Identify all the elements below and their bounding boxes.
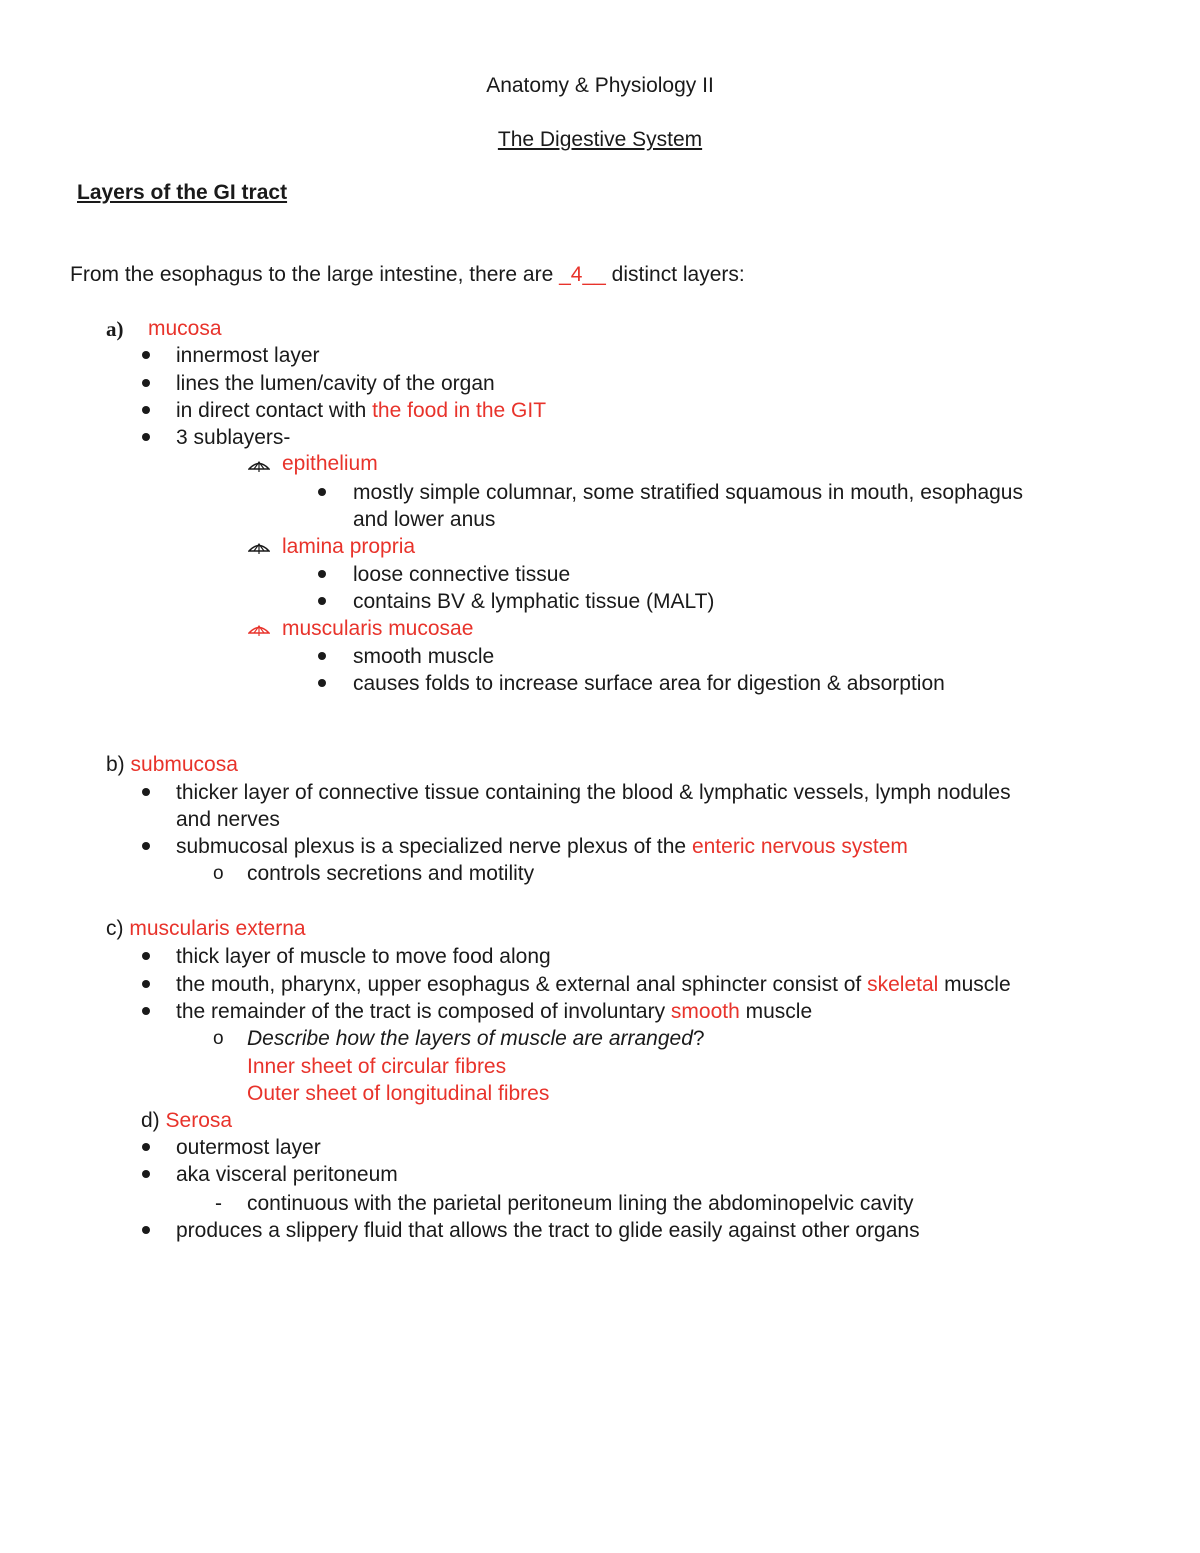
topic-title-wrap	[0, 127, 1200, 153]
submucosa-line	[106, 752, 238, 778]
submucosa-point-2-text: submucosal plexus is a specialized nerve plexus of the	[176, 835, 692, 858]
bullet-icon	[142, 788, 150, 796]
bullet-icon	[318, 570, 326, 578]
intro-text-before: From the esophagus to the large intestine, there are	[70, 263, 560, 286]
bullet-icon	[142, 842, 150, 850]
hollow-bullet-icon: o	[213, 1028, 224, 1049]
externa-line	[106, 916, 306, 942]
epithelium-heading: epithelium	[282, 452, 378, 475]
mucosa-point-3	[176, 398, 546, 424]
bullet-icon	[142, 433, 150, 441]
externa-marker: c)	[106, 917, 130, 940]
externa-heading: muscularis externa	[129, 917, 306, 940]
hollow-bullet-icon: o	[213, 863, 224, 884]
epithelium-point-1-cont: and lower anus	[353, 508, 496, 531]
submucosa-point-2-highlight: enteric nervous system	[691, 835, 908, 858]
bullet-icon	[318, 597, 326, 605]
externa-point-1: thick layer of muscle to move food along	[176, 945, 551, 968]
umbrella-icon	[248, 622, 270, 638]
bullet-icon	[142, 980, 150, 988]
submucosa-heading: submucosa	[130, 753, 238, 776]
bullet-icon	[318, 652, 326, 660]
mucosa-point-4: 3 sublayers-	[176, 426, 291, 449]
bullet-icon	[142, 406, 150, 414]
submucosa-point-1: thicker layer of connective tissue containing the blood & lymphatic vessels, lymph nodules	[176, 781, 1011, 804]
mucosa-point-1: innermost layer	[176, 344, 320, 367]
lamina-propria-heading: lamina propria	[282, 535, 416, 558]
umbrella-icon	[248, 458, 270, 474]
dash-icon: -	[215, 1192, 222, 1215]
bullet-icon	[318, 488, 326, 496]
bullet-icon	[142, 351, 150, 359]
course-title: Anatomy & Physiology II	[486, 74, 714, 97]
serosa-heading: Serosa	[165, 1109, 233, 1132]
topic-title: The Digestive System	[497, 128, 703, 151]
intro-line	[70, 262, 745, 288]
externa-answer-2: Outer sheet of longitudinal fibres	[247, 1082, 550, 1105]
bullet-icon	[142, 952, 150, 960]
submucosa-marker: b)	[106, 753, 131, 776]
bullet-icon	[142, 379, 150, 387]
externa-point-2-text: the mouth, pharynx, upper esophagus & external anal sphincter consist of	[176, 973, 868, 996]
mucosa-heading: mucosa	[148, 317, 222, 340]
mucosa-point-3-highlight: the food in the GIT	[372, 399, 547, 422]
submucosa-point-1-cont: and nerves	[176, 808, 280, 831]
muscularis-mucosae-heading: muscularis mucosae	[282, 617, 474, 640]
externa-point-2-end: muscle	[938, 973, 1011, 996]
bullet-icon	[142, 1007, 150, 1015]
lamina-point-1: loose connective tissue	[353, 563, 571, 586]
intro-text-after: distinct layers:	[605, 263, 745, 286]
serosa-point-2: aka visceral peritoneum	[176, 1163, 398, 1186]
lamina-point-2: contains BV & lymphatic tissue (MALT)	[353, 590, 715, 613]
mucosa-point-3-text: in direct contact with	[176, 399, 373, 422]
bullet-icon	[142, 1226, 150, 1234]
externa-question-mark: ?	[692, 1027, 705, 1050]
externa-point-3-highlight: smooth	[670, 1000, 740, 1023]
externa-answer-1: Inner sheet of circular fibres	[247, 1055, 507, 1078]
mucosa-point-2: lines the lumen/cavity of the organ	[176, 372, 495, 395]
bullet-icon	[142, 1143, 150, 1151]
intro-answer: _4__	[559, 263, 606, 286]
mucosa-marker: a)	[106, 317, 124, 341]
serosa-point-1: outermost layer	[176, 1136, 321, 1159]
externa-point-3-end: muscle	[739, 1000, 813, 1023]
externa-question-text: Describe how the layers of muscle are arranged	[247, 1027, 693, 1050]
serosa-subpoint: continuous with the parietal peritoneum lining the abdominopelvic cavity	[247, 1192, 914, 1215]
bullet-icon	[318, 679, 326, 687]
submucosa-subpoint: controls secretions and motility	[247, 862, 535, 885]
bullet-icon	[142, 1170, 150, 1178]
serosa-point-3: produces a slippery fluid that allows the tract to glide easily against other organs	[176, 1219, 920, 1242]
serosa-line	[141, 1108, 232, 1134]
externa-point-3-text: the remainder of the tract is composed of involuntary	[176, 1000, 671, 1023]
epithelium-point-1: mostly simple columnar, some stratified squamous in mouth, esophagus	[353, 481, 1023, 504]
section-title: Layers of the GI tract	[77, 181, 288, 204]
externa-point-2	[176, 972, 1011, 998]
externa-point-3	[176, 999, 812, 1025]
serosa-marker: d)	[141, 1109, 166, 1132]
externa-question	[247, 1026, 705, 1052]
submucosa-point-2	[176, 834, 908, 860]
externa-point-2-highlight: skeletal	[867, 973, 939, 996]
muscularis-point-2: causes folds to increase surface area for digestion & absorption	[353, 672, 945, 695]
umbrella-icon	[248, 540, 270, 556]
muscularis-point-1: smooth muscle	[353, 645, 495, 668]
